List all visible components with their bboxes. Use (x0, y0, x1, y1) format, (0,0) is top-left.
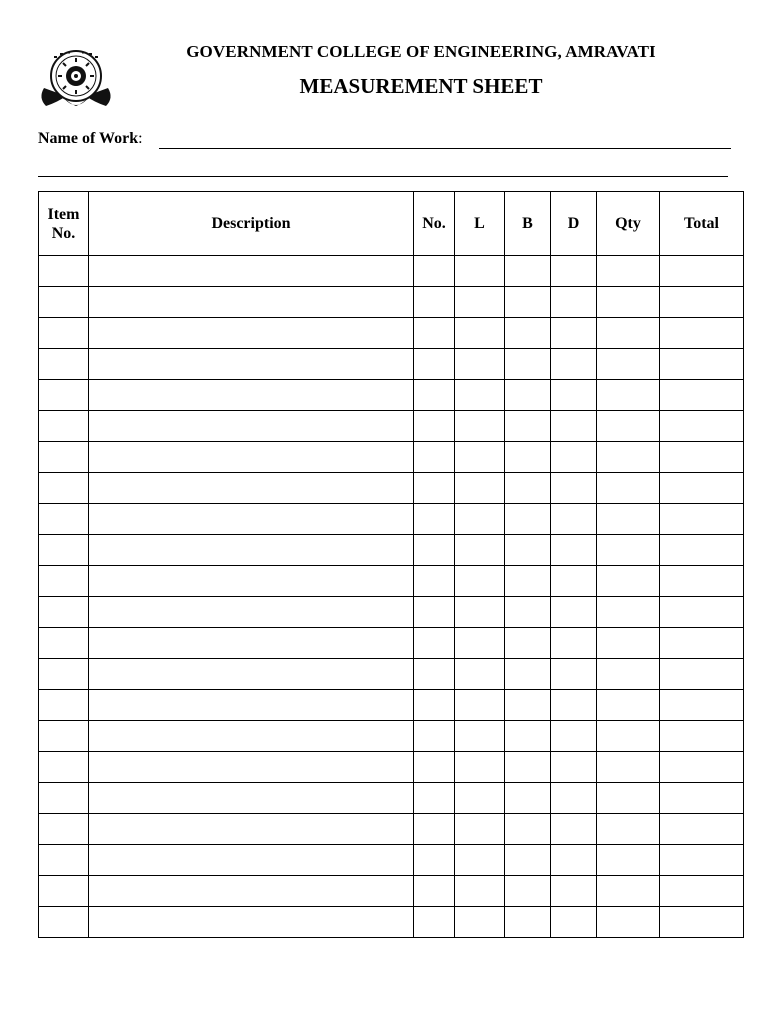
cell-total[interactable] (660, 442, 744, 473)
cell-description[interactable] (89, 783, 414, 814)
cell-qty[interactable] (597, 659, 660, 690)
cell-d[interactable] (551, 442, 597, 473)
table-row (39, 473, 744, 504)
cell-b[interactable] (505, 287, 551, 318)
cell-d[interactable] (551, 318, 597, 349)
cell-d[interactable] (551, 473, 597, 504)
table-row (39, 442, 744, 473)
cell-qty[interactable] (597, 318, 660, 349)
table-row (39, 535, 744, 566)
cell-no[interactable] (414, 411, 455, 442)
cell-b[interactable] (505, 380, 551, 411)
cell-b[interactable] (505, 721, 551, 752)
cell-b[interactable] (505, 690, 551, 721)
cell-b[interactable] (505, 597, 551, 628)
column-header-total: Total (660, 192, 744, 256)
cell-total[interactable] (660, 721, 744, 752)
cell-l[interactable] (455, 628, 505, 659)
cell-item-no[interactable] (39, 783, 89, 814)
cell-item-no[interactable] (39, 628, 89, 659)
cell-b[interactable] (505, 566, 551, 597)
cell-l[interactable] (455, 318, 505, 349)
cell-l[interactable] (455, 473, 505, 504)
cell-l[interactable] (455, 535, 505, 566)
cell-total[interactable] (660, 659, 744, 690)
cell-no[interactable] (414, 256, 455, 287)
table-row (39, 504, 744, 535)
cell-item-no[interactable] (39, 845, 89, 876)
cell-description[interactable] (89, 442, 414, 473)
cell-total[interactable] (660, 814, 744, 845)
cell-description[interactable] (89, 349, 414, 380)
cell-item-no[interactable] (39, 287, 89, 318)
cell-qty[interactable] (597, 690, 660, 721)
cell-no[interactable] (414, 318, 455, 349)
table-row (39, 256, 744, 287)
cell-b[interactable] (505, 535, 551, 566)
cell-description[interactable] (89, 876, 414, 907)
cell-d[interactable] (551, 721, 597, 752)
cell-item-no[interactable] (39, 907, 89, 938)
cell-b[interactable] (505, 876, 551, 907)
cell-description[interactable] (89, 690, 414, 721)
cell-d[interactable] (551, 690, 597, 721)
cell-d[interactable] (551, 907, 597, 938)
cell-description[interactable] (89, 473, 414, 504)
table-row (39, 380, 744, 411)
table-header-row (39, 192, 744, 256)
cell-description[interactable] (89, 628, 414, 659)
cell-d[interactable] (551, 628, 597, 659)
cell-description[interactable] (89, 318, 414, 349)
cell-description[interactable] (89, 287, 414, 318)
page-title: MEASUREMENT SHEET (299, 74, 543, 98)
cell-d[interactable] (551, 845, 597, 876)
cell-d[interactable] (551, 287, 597, 318)
cell-b[interactable] (505, 256, 551, 287)
table-row (39, 287, 744, 318)
cell-b[interactable] (505, 659, 551, 690)
cell-total[interactable] (660, 783, 744, 814)
cell-b[interactable] (505, 628, 551, 659)
cell-qty[interactable] (597, 752, 660, 783)
cell-total[interactable] (660, 845, 744, 876)
cell-total[interactable] (660, 907, 744, 938)
table-row (39, 628, 744, 659)
table-row (39, 752, 744, 783)
cell-no[interactable] (414, 597, 455, 628)
cell-l[interactable] (455, 349, 505, 380)
cell-qty[interactable] (597, 783, 660, 814)
cell-qty[interactable] (597, 597, 660, 628)
cell-description[interactable] (89, 721, 414, 752)
cell-item-no[interactable] (39, 473, 89, 504)
measurement-table (38, 191, 744, 938)
cell-d[interactable] (551, 783, 597, 814)
cell-l[interactable] (455, 442, 505, 473)
cell-d[interactable] (551, 504, 597, 535)
cell-l[interactable] (455, 597, 505, 628)
column-header-qty: Qty (597, 192, 660, 256)
cell-l[interactable] (455, 845, 505, 876)
cell-d[interactable] (551, 535, 597, 566)
name-of-work-field[interactable] (159, 148, 731, 149)
cell-l[interactable] (455, 287, 505, 318)
cell-no[interactable] (414, 535, 455, 566)
cell-description[interactable] (89, 845, 414, 876)
cell-item-no[interactable] (39, 566, 89, 597)
cell-total[interactable] (660, 566, 744, 597)
cell-no[interactable] (414, 814, 455, 845)
cell-qty[interactable] (597, 721, 660, 752)
cell-item-no[interactable] (39, 318, 89, 349)
cell-qty[interactable] (597, 442, 660, 473)
cell-description[interactable] (89, 380, 414, 411)
cell-description[interactable] (89, 504, 414, 535)
name-of-work-label (38, 130, 143, 148)
cell-qty[interactable] (597, 504, 660, 535)
cell-item-no[interactable] (39, 442, 89, 473)
cell-total[interactable] (660, 318, 744, 349)
cell-description[interactable] (89, 814, 414, 845)
cell-b[interactable] (505, 752, 551, 783)
cell-description[interactable] (89, 907, 414, 938)
cell-l[interactable] (455, 876, 505, 907)
cell-l[interactable] (455, 907, 505, 938)
cell-total[interactable] (660, 628, 744, 659)
cell-item-no[interactable] (39, 721, 89, 752)
cell-description[interactable] (89, 411, 414, 442)
cell-item-no[interactable] (39, 380, 89, 411)
cell-b[interactable] (505, 349, 551, 380)
column-header-description: Description (89, 192, 414, 256)
cell-total[interactable] (660, 349, 744, 380)
cell-total[interactable] (660, 752, 744, 783)
cell-no[interactable] (414, 349, 455, 380)
cell-total[interactable] (660, 597, 744, 628)
cell-qty[interactable] (597, 845, 660, 876)
cell-item-no[interactable] (39, 597, 89, 628)
table-row (39, 690, 744, 721)
table-row (39, 814, 744, 845)
cell-qty[interactable] (597, 380, 660, 411)
cell-no[interactable] (414, 783, 455, 814)
cell-l[interactable] (455, 721, 505, 752)
cell-item-no[interactable] (39, 876, 89, 907)
column-header-item-no (39, 192, 89, 256)
cell-description[interactable] (89, 535, 414, 566)
table-row (39, 597, 744, 628)
cell-total[interactable] (660, 473, 744, 504)
table-row (39, 318, 744, 349)
cell-b[interactable] (505, 845, 551, 876)
cell-b[interactable] (505, 411, 551, 442)
cell-d[interactable] (551, 411, 597, 442)
cell-l[interactable] (455, 814, 505, 845)
cell-no[interactable] (414, 442, 455, 473)
column-header-b: B (505, 192, 551, 256)
cell-no[interactable] (414, 566, 455, 597)
cell-qty[interactable] (597, 473, 660, 504)
cell-l[interactable] (455, 566, 505, 597)
cell-no[interactable] (414, 721, 455, 752)
cell-item-no[interactable] (39, 256, 89, 287)
cell-description[interactable] (89, 566, 414, 597)
cell-d[interactable] (551, 349, 597, 380)
table-row (39, 659, 744, 690)
cell-l[interactable] (455, 380, 505, 411)
cell-qty[interactable] (597, 876, 660, 907)
cell-total[interactable] (660, 535, 744, 566)
cell-l[interactable] (455, 411, 505, 442)
cell-qty[interactable] (597, 628, 660, 659)
column-header-l: L (455, 192, 505, 256)
cell-total[interactable] (660, 504, 744, 535)
cell-item-no[interactable] (39, 411, 89, 442)
cell-total[interactable] (660, 380, 744, 411)
cell-item-no[interactable] (39, 504, 89, 535)
table-row (39, 783, 744, 814)
cell-d[interactable] (551, 566, 597, 597)
cell-qty[interactable] (597, 349, 660, 380)
name-of-work-text: Name of Work (38, 130, 139, 147)
cell-total[interactable] (660, 256, 744, 287)
name-of-work-field-continued[interactable] (38, 176, 728, 177)
cell-d[interactable] (551, 256, 597, 287)
cell-qty[interactable] (597, 907, 660, 938)
cell-l[interactable] (455, 659, 505, 690)
table-row (39, 411, 744, 442)
cell-l[interactable] (455, 504, 505, 535)
cell-b[interactable] (505, 504, 551, 535)
cell-no[interactable] (414, 752, 455, 783)
cell-item-no[interactable] (39, 814, 89, 845)
table-row (39, 845, 744, 876)
cell-no[interactable] (414, 380, 455, 411)
cell-no[interactable] (414, 287, 455, 318)
cell-qty[interactable] (597, 814, 660, 845)
cell-no[interactable] (414, 473, 455, 504)
column-header-d: D (551, 192, 597, 256)
cell-d[interactable] (551, 876, 597, 907)
table-row (39, 566, 744, 597)
cell-description[interactable] (89, 597, 414, 628)
cell-item-no[interactable] (39, 349, 89, 380)
cell-b[interactable] (505, 473, 551, 504)
cell-b[interactable] (505, 814, 551, 845)
cell-total[interactable] (660, 690, 744, 721)
cell-no[interactable] (414, 690, 455, 721)
cell-d[interactable] (551, 752, 597, 783)
table-row (39, 876, 744, 907)
cell-d[interactable] (551, 814, 597, 845)
cell-no[interactable] (414, 628, 455, 659)
cell-d[interactable] (551, 380, 597, 411)
cell-description[interactable] (89, 659, 414, 690)
cell-l[interactable] (455, 256, 505, 287)
cell-d[interactable] (551, 659, 597, 690)
cell-no[interactable] (414, 659, 455, 690)
table-row (39, 721, 744, 752)
cell-item-no[interactable] (39, 690, 89, 721)
cell-total[interactable] (660, 411, 744, 442)
table-row (39, 349, 744, 380)
column-header-item-no-line1: Item (47, 205, 80, 223)
cell-qty[interactable] (597, 566, 660, 597)
column-header-item-no-line2: No. (51, 224, 76, 242)
cell-description[interactable] (89, 752, 414, 783)
cell-b[interactable] (505, 783, 551, 814)
cell-no[interactable] (414, 907, 455, 938)
cell-total[interactable] (660, 287, 744, 318)
cell-item-no[interactable] (39, 659, 89, 690)
cell-qty[interactable] (597, 411, 660, 442)
cell-item-no[interactable] (39, 535, 89, 566)
cell-description[interactable] (89, 256, 414, 287)
cell-item-no[interactable] (39, 752, 89, 783)
table-row (39, 907, 744, 938)
name-of-work-colon: : (138, 130, 143, 147)
cell-l[interactable] (455, 752, 505, 783)
cell-qty[interactable] (597, 287, 660, 318)
cell-l[interactable] (455, 783, 505, 814)
table-body (39, 256, 744, 938)
cell-no[interactable] (414, 504, 455, 535)
cell-no[interactable] (414, 845, 455, 876)
college-name: GOVERNMENT COLLEGE OF ENGINEERING, AMRAVATI (186, 42, 656, 61)
cell-l[interactable] (455, 690, 505, 721)
cell-b[interactable] (505, 442, 551, 473)
cell-no[interactable] (414, 876, 455, 907)
column-header-no: No. (414, 192, 455, 256)
cell-d[interactable] (551, 597, 597, 628)
cell-qty[interactable] (597, 535, 660, 566)
cell-total[interactable] (660, 876, 744, 907)
cell-qty[interactable] (597, 256, 660, 287)
cell-b[interactable] (505, 907, 551, 938)
cell-b[interactable] (505, 318, 551, 349)
